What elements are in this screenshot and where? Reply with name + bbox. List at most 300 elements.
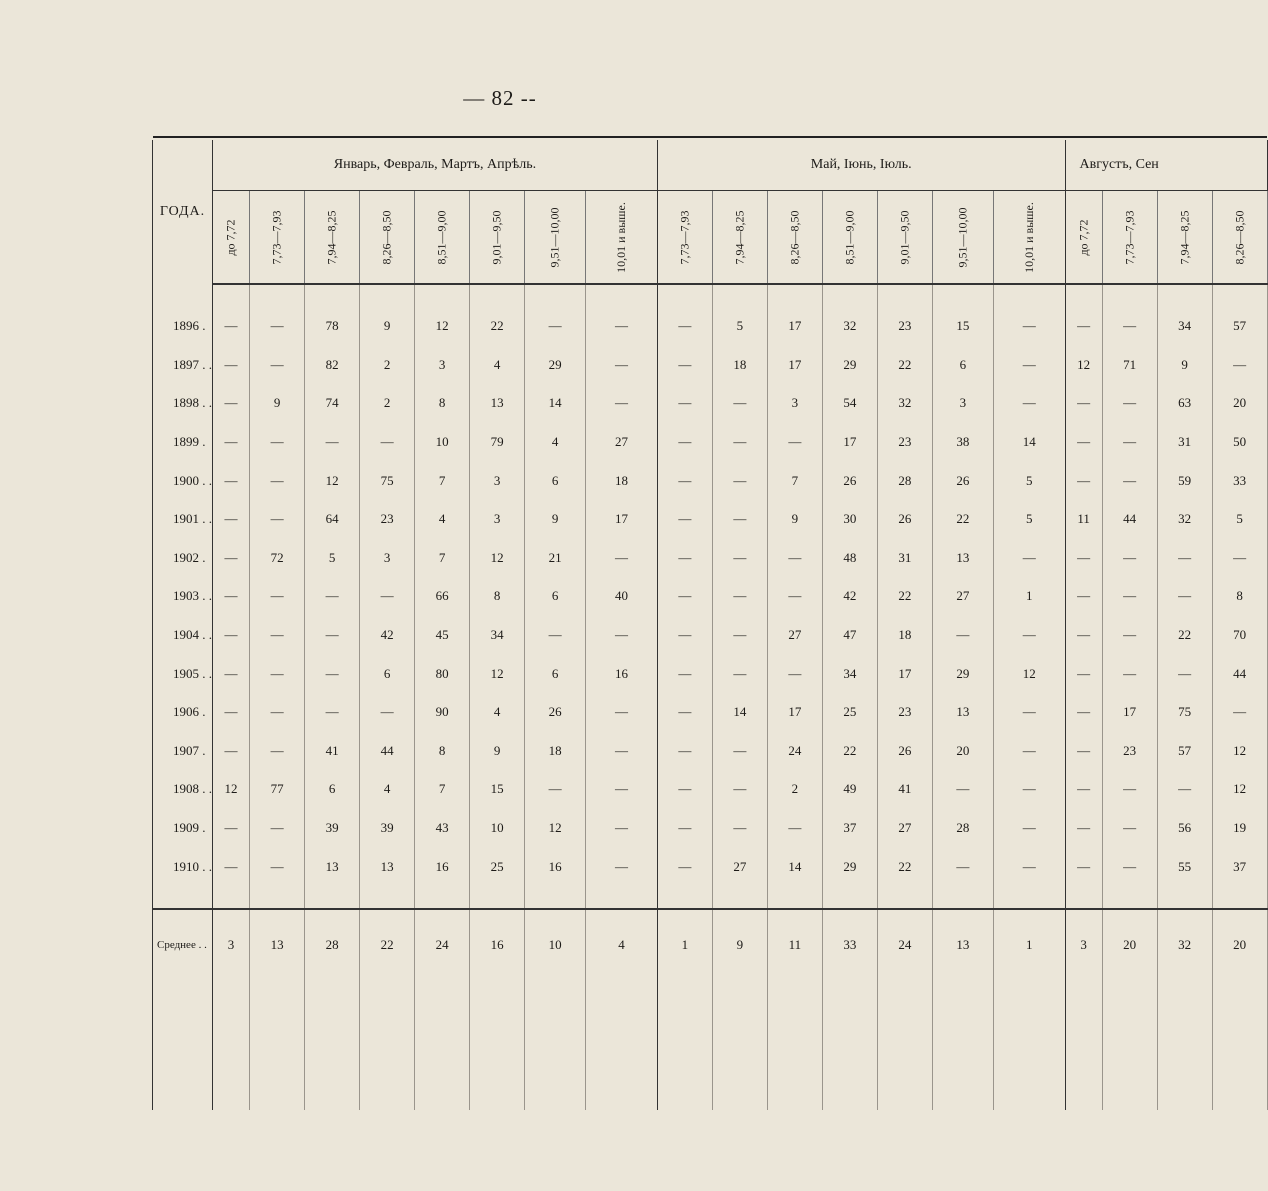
table-cell: — bbox=[993, 539, 1065, 578]
table-cell: — bbox=[1102, 616, 1157, 655]
table-cell: — bbox=[250, 847, 305, 886]
table-cell: 31 bbox=[877, 539, 932, 578]
table-cell: 77 bbox=[250, 770, 305, 809]
table-cell: 26 bbox=[525, 693, 586, 732]
table-cell: 9 bbox=[767, 500, 822, 539]
table-cell: 21 bbox=[525, 539, 586, 578]
table-cell: — bbox=[250, 693, 305, 732]
table-cell: 20 bbox=[1212, 909, 1267, 980]
table-cell: 8 bbox=[415, 732, 470, 771]
table-cell: — bbox=[657, 500, 712, 539]
table-cell: 15 bbox=[932, 307, 993, 346]
year-header: ГОДА. bbox=[153, 140, 213, 284]
table-cell: 6 bbox=[932, 346, 993, 385]
table-cell: 23 bbox=[877, 307, 932, 346]
group-header-may-jul: Май, Іюнь, Іюль. bbox=[657, 140, 1065, 191]
filler-row bbox=[153, 980, 1268, 1110]
table-cell: 6 bbox=[360, 654, 415, 693]
table-cell: — bbox=[213, 847, 250, 886]
row-label: 1896 . bbox=[153, 307, 213, 346]
table-cell: — bbox=[1157, 654, 1212, 693]
table-cell: — bbox=[213, 616, 250, 655]
table-cell: 7 bbox=[415, 770, 470, 809]
table-cell: 57 bbox=[1157, 732, 1212, 771]
table-cell: 18 bbox=[525, 732, 586, 771]
table-cell: — bbox=[1065, 461, 1102, 500]
table-cell: 17 bbox=[822, 423, 877, 462]
table-cell: — bbox=[213, 693, 250, 732]
table-cell: 24 bbox=[767, 732, 822, 771]
table-cell: 23 bbox=[877, 423, 932, 462]
table-cell: 42 bbox=[360, 616, 415, 655]
col-header: 9,01—9,50 bbox=[877, 191, 932, 285]
table-cell: — bbox=[932, 616, 993, 655]
table-cell: 14 bbox=[525, 384, 586, 423]
table-cell: — bbox=[767, 423, 822, 462]
table-cell: 13 bbox=[932, 909, 993, 980]
table-cell: 2 bbox=[767, 770, 822, 809]
table-cell: 56 bbox=[1157, 809, 1212, 848]
table-cell: 44 bbox=[360, 732, 415, 771]
table-cell: — bbox=[657, 847, 712, 886]
table-cell: 18 bbox=[586, 461, 658, 500]
table-cell: 14 bbox=[993, 423, 1065, 462]
table-cell: — bbox=[250, 500, 305, 539]
table-cell: — bbox=[213, 654, 250, 693]
table-cell: 25 bbox=[470, 847, 525, 886]
row-label: 1899 . bbox=[153, 423, 213, 462]
table-cell: 12 bbox=[470, 539, 525, 578]
table-cell: 4 bbox=[470, 346, 525, 385]
table-row bbox=[153, 423, 1268, 462]
table-row bbox=[153, 847, 1268, 886]
table-row bbox=[153, 500, 1268, 539]
table-cell: — bbox=[1102, 539, 1157, 578]
table-cell: 47 bbox=[822, 616, 877, 655]
table-cell: 34 bbox=[1157, 307, 1212, 346]
table-cell: — bbox=[1102, 384, 1157, 423]
col-header: 9,51—10,00 bbox=[932, 191, 993, 285]
table-cell: 41 bbox=[305, 732, 360, 771]
page-number: — 82 -- bbox=[463, 86, 537, 110]
table-cell: — bbox=[1065, 384, 1102, 423]
table-cell: 49 bbox=[822, 770, 877, 809]
table-cell: 37 bbox=[1212, 847, 1267, 886]
table-cell: 32 bbox=[1157, 500, 1212, 539]
table-cell: — bbox=[1212, 346, 1267, 385]
table-cell: — bbox=[1065, 423, 1102, 462]
group-header-jan-apr: Январь, Февраль, Мартъ, Апрѣль. bbox=[213, 140, 658, 191]
table-cell: — bbox=[360, 423, 415, 462]
table-cell: 4 bbox=[415, 500, 470, 539]
table-cell: — bbox=[993, 732, 1065, 771]
table-cell: — bbox=[932, 847, 993, 886]
table-cell: — bbox=[586, 616, 658, 655]
table-cell: 9 bbox=[525, 500, 586, 539]
col-header: 10,01 и выше. bbox=[993, 191, 1065, 285]
table-cell: 22 bbox=[1157, 616, 1212, 655]
table-cell: 12 bbox=[1212, 770, 1267, 809]
table-cell: — bbox=[657, 461, 712, 500]
table-cell: 20 bbox=[1102, 909, 1157, 980]
table-cell: — bbox=[767, 539, 822, 578]
table-cell: 29 bbox=[525, 346, 586, 385]
table-cell: 1 bbox=[993, 909, 1065, 980]
table-cell: 6 bbox=[525, 461, 586, 500]
table-cell: — bbox=[586, 307, 658, 346]
table-cell: — bbox=[250, 461, 305, 500]
table-cell: — bbox=[657, 539, 712, 578]
table-cell: 72 bbox=[250, 539, 305, 578]
table-cell: — bbox=[360, 577, 415, 616]
table-cell: — bbox=[657, 384, 712, 423]
table-cell: 39 bbox=[360, 809, 415, 848]
table-cell: 4 bbox=[586, 909, 658, 980]
table-cell: — bbox=[213, 577, 250, 616]
table-row bbox=[153, 616, 1268, 655]
table-cell: 12 bbox=[1212, 732, 1267, 771]
row-label: 1904 . . bbox=[153, 616, 213, 655]
table-cell: 9 bbox=[712, 909, 767, 980]
table-cell: 3 bbox=[213, 909, 250, 980]
row-label: Среднее . . bbox=[153, 909, 213, 980]
table-cell: 18 bbox=[877, 616, 932, 655]
table-cell: — bbox=[1065, 577, 1102, 616]
row-label: 1902 . bbox=[153, 539, 213, 578]
table-cell: 66 bbox=[415, 577, 470, 616]
col-header: 8,26—8,50 bbox=[1212, 191, 1267, 285]
table-cell: 48 bbox=[822, 539, 877, 578]
table-cell: — bbox=[1102, 461, 1157, 500]
table-cell: — bbox=[250, 577, 305, 616]
table-cell: — bbox=[250, 616, 305, 655]
table-cell: — bbox=[586, 539, 658, 578]
table-row bbox=[153, 654, 1268, 693]
table-cell: 38 bbox=[932, 423, 993, 462]
table-cell: 17 bbox=[767, 693, 822, 732]
table-cell: 3 bbox=[1065, 909, 1102, 980]
table-cell: — bbox=[657, 346, 712, 385]
table-cell: 5 bbox=[993, 500, 1065, 539]
table-cell: 1 bbox=[993, 577, 1065, 616]
table-cell: 9 bbox=[1157, 346, 1212, 385]
table-cell: 13 bbox=[932, 539, 993, 578]
table-cell: 23 bbox=[1102, 732, 1157, 771]
data-table-container bbox=[152, 136, 1247, 1061]
row-label: 1908 . . bbox=[153, 770, 213, 809]
col-header: 7,73—7,93 bbox=[1102, 191, 1157, 285]
table-cell: 4 bbox=[470, 693, 525, 732]
table-cell: 13 bbox=[360, 847, 415, 886]
row-label: 1901 . . bbox=[153, 500, 213, 539]
table-cell: 24 bbox=[877, 909, 932, 980]
spacer-row bbox=[153, 886, 1268, 909]
table-cell: 5 bbox=[305, 539, 360, 578]
table-cell: 33 bbox=[1212, 461, 1267, 500]
table-cell: — bbox=[213, 461, 250, 500]
spacer-row bbox=[153, 284, 1268, 307]
table-cell: 32 bbox=[877, 384, 932, 423]
table-cell: 59 bbox=[1157, 461, 1212, 500]
table-cell: 12 bbox=[1065, 346, 1102, 385]
table-cell: 22 bbox=[877, 577, 932, 616]
table-cell: 2 bbox=[360, 384, 415, 423]
table-cell: — bbox=[1157, 539, 1212, 578]
header-sub-row bbox=[153, 191, 1268, 285]
table-cell: 2 bbox=[360, 346, 415, 385]
table-cell: — bbox=[1102, 654, 1157, 693]
table-cell: — bbox=[1065, 693, 1102, 732]
table-cell: 34 bbox=[822, 654, 877, 693]
table-cell: 42 bbox=[822, 577, 877, 616]
table-cell: — bbox=[1065, 616, 1102, 655]
table-cell: 27 bbox=[932, 577, 993, 616]
table-cell: 12 bbox=[993, 654, 1065, 693]
table-cell: 16 bbox=[525, 847, 586, 886]
table-cell: 3 bbox=[470, 461, 525, 500]
table-cell: — bbox=[586, 384, 658, 423]
table-cell: 26 bbox=[932, 461, 993, 500]
table-cell: 17 bbox=[586, 500, 658, 539]
table-cell: 79 bbox=[470, 423, 525, 462]
table-cell: 8 bbox=[415, 384, 470, 423]
table-cell: — bbox=[657, 616, 712, 655]
table-cell: — bbox=[586, 732, 658, 771]
table-cell: 28 bbox=[932, 809, 993, 848]
table-body bbox=[153, 284, 1268, 1110]
group-header-aug-sep: Августъ, Сен bbox=[1065, 140, 1267, 191]
table-cell: 9 bbox=[250, 384, 305, 423]
table-cell: — bbox=[657, 577, 712, 616]
table-cell: 40 bbox=[586, 577, 658, 616]
table-cell: — bbox=[767, 654, 822, 693]
table-cell: 10 bbox=[525, 909, 586, 980]
table-cell: — bbox=[657, 770, 712, 809]
table-cell: 13 bbox=[470, 384, 525, 423]
table-cell: — bbox=[525, 307, 586, 346]
table-cell: — bbox=[712, 423, 767, 462]
table-cell: — bbox=[525, 770, 586, 809]
table-cell: — bbox=[932, 770, 993, 809]
table-cell: — bbox=[657, 809, 712, 848]
table-cell: — bbox=[712, 539, 767, 578]
table-cell: 17 bbox=[877, 654, 932, 693]
table-cell: — bbox=[993, 346, 1065, 385]
col-header: 8,51—9,00 bbox=[415, 191, 470, 285]
table-cell: 6 bbox=[525, 577, 586, 616]
table-cell: 27 bbox=[712, 847, 767, 886]
table-cell: — bbox=[993, 770, 1065, 809]
table-cell: 44 bbox=[1212, 654, 1267, 693]
table-row bbox=[153, 577, 1268, 616]
table-cell: — bbox=[586, 346, 658, 385]
table-cell: 3 bbox=[415, 346, 470, 385]
table-cell: — bbox=[712, 577, 767, 616]
table-cell: 90 bbox=[415, 693, 470, 732]
table-cell: — bbox=[993, 809, 1065, 848]
table-cell: — bbox=[712, 809, 767, 848]
table-cell: 75 bbox=[1157, 693, 1212, 732]
col-header: до 7,72 bbox=[1065, 191, 1102, 285]
table-cell: 74 bbox=[305, 384, 360, 423]
table-cell: 3 bbox=[360, 539, 415, 578]
table-row bbox=[153, 693, 1268, 732]
table-row bbox=[153, 809, 1268, 848]
table-cell: 17 bbox=[767, 307, 822, 346]
table-cell: 4 bbox=[525, 423, 586, 462]
table-cell: — bbox=[213, 732, 250, 771]
table-cell: — bbox=[213, 809, 250, 848]
row-label: 1909 . bbox=[153, 809, 213, 848]
col-header: 7,73—7,93 bbox=[657, 191, 712, 285]
table-cell: 5 bbox=[993, 461, 1065, 500]
table-cell: 18 bbox=[712, 346, 767, 385]
table-cell: 20 bbox=[1212, 384, 1267, 423]
row-label: 1910 . . bbox=[153, 847, 213, 886]
table-cell: 22 bbox=[470, 307, 525, 346]
table-cell: — bbox=[657, 693, 712, 732]
col-header: 10,01 и выше. bbox=[586, 191, 658, 285]
table-cell: — bbox=[360, 693, 415, 732]
table-cell: — bbox=[767, 577, 822, 616]
table-cell: 5 bbox=[712, 307, 767, 346]
row-label: 1907 . bbox=[153, 732, 213, 771]
table-cell: 75 bbox=[360, 461, 415, 500]
table-cell: — bbox=[993, 847, 1065, 886]
table-cell: 32 bbox=[822, 307, 877, 346]
average-row bbox=[153, 909, 1268, 980]
table-cell: 13 bbox=[250, 909, 305, 980]
table-cell: — bbox=[305, 423, 360, 462]
col-header: 9,01—9,50 bbox=[470, 191, 525, 285]
table-cell: 28 bbox=[305, 909, 360, 980]
table-cell: 30 bbox=[822, 500, 877, 539]
row-label: 1898 . . bbox=[153, 384, 213, 423]
table-cell: — bbox=[1065, 539, 1102, 578]
table-cell: — bbox=[1065, 809, 1102, 848]
table-cell: — bbox=[1065, 307, 1102, 346]
col-header: 7,94—8,25 bbox=[1157, 191, 1212, 285]
table-cell: 7 bbox=[415, 461, 470, 500]
table-cell: — bbox=[1102, 307, 1157, 346]
col-header: 7,94—8,25 bbox=[712, 191, 767, 285]
col-header: 8,26—8,50 bbox=[767, 191, 822, 285]
table-cell: — bbox=[213, 423, 250, 462]
table-cell: 55 bbox=[1157, 847, 1212, 886]
table-cell: 16 bbox=[415, 847, 470, 886]
table-cell: — bbox=[1065, 847, 1102, 886]
table-cell: 22 bbox=[822, 732, 877, 771]
table-cell: 4 bbox=[360, 770, 415, 809]
table-cell: 10 bbox=[470, 809, 525, 848]
col-header: 7,94—8,25 bbox=[305, 191, 360, 285]
table-cell: — bbox=[250, 809, 305, 848]
table-cell: 16 bbox=[586, 654, 658, 693]
table-cell: — bbox=[1212, 539, 1267, 578]
table-cell: — bbox=[1157, 577, 1212, 616]
header-group-row bbox=[153, 140, 1268, 191]
table-row bbox=[153, 346, 1268, 385]
table-cell: — bbox=[213, 500, 250, 539]
table-cell: 39 bbox=[305, 809, 360, 848]
table-cell: 70 bbox=[1212, 616, 1267, 655]
table-cell: 27 bbox=[767, 616, 822, 655]
table-cell: 27 bbox=[877, 809, 932, 848]
table-cell: 43 bbox=[415, 809, 470, 848]
table-cell: — bbox=[525, 616, 586, 655]
table-cell: 13 bbox=[932, 693, 993, 732]
table-cell: 26 bbox=[822, 461, 877, 500]
col-header: 7,73—7,93 bbox=[250, 191, 305, 285]
table-cell: 9 bbox=[360, 307, 415, 346]
table-cell: 20 bbox=[932, 732, 993, 771]
table-cell: — bbox=[712, 770, 767, 809]
table-cell: — bbox=[213, 346, 250, 385]
table-cell: — bbox=[250, 423, 305, 462]
table-cell: 32 bbox=[1157, 909, 1212, 980]
table-cell: 7 bbox=[415, 539, 470, 578]
table-cell: — bbox=[1157, 770, 1212, 809]
table-cell: — bbox=[586, 809, 658, 848]
table-cell: — bbox=[1065, 654, 1102, 693]
row-label: 1905 . . bbox=[153, 654, 213, 693]
table-cell: — bbox=[712, 732, 767, 771]
table-cell: — bbox=[712, 384, 767, 423]
table-cell: 29 bbox=[822, 346, 877, 385]
table-cell: 41 bbox=[877, 770, 932, 809]
table-cell: — bbox=[250, 654, 305, 693]
data-table bbox=[152, 136, 1268, 1110]
table-cell: 11 bbox=[767, 909, 822, 980]
table-cell: 78 bbox=[305, 307, 360, 346]
table-cell: 3 bbox=[767, 384, 822, 423]
table-cell: 6 bbox=[525, 654, 586, 693]
table-cell: — bbox=[657, 654, 712, 693]
table-cell: 12 bbox=[415, 307, 470, 346]
table-cell: — bbox=[993, 307, 1065, 346]
table-cell: — bbox=[305, 654, 360, 693]
table-row bbox=[153, 732, 1268, 771]
table-cell: 23 bbox=[877, 693, 932, 732]
table-cell: 71 bbox=[1102, 346, 1157, 385]
table-cell: — bbox=[712, 500, 767, 539]
table-cell: 10 bbox=[415, 423, 470, 462]
table-cell: — bbox=[586, 693, 658, 732]
table-cell: — bbox=[993, 616, 1065, 655]
table-cell: — bbox=[1102, 809, 1157, 848]
table-cell: 5 bbox=[1212, 500, 1267, 539]
table-cell: — bbox=[1102, 847, 1157, 886]
table-cell: 28 bbox=[877, 461, 932, 500]
table-cell: 57 bbox=[1212, 307, 1267, 346]
row-label: 1906 . bbox=[153, 693, 213, 732]
table-row bbox=[153, 307, 1268, 346]
table-cell: — bbox=[305, 577, 360, 616]
table-cell: — bbox=[712, 461, 767, 500]
table-cell: — bbox=[1065, 732, 1102, 771]
table-cell: — bbox=[305, 616, 360, 655]
table-cell: 22 bbox=[360, 909, 415, 980]
table-cell: — bbox=[657, 307, 712, 346]
table-cell: 29 bbox=[822, 847, 877, 886]
table-cell: — bbox=[250, 346, 305, 385]
table-cell: — bbox=[250, 732, 305, 771]
table-cell: — bbox=[305, 693, 360, 732]
table-cell: 64 bbox=[305, 500, 360, 539]
table-cell: — bbox=[213, 307, 250, 346]
table-cell: — bbox=[1065, 770, 1102, 809]
table-cell: 3 bbox=[470, 500, 525, 539]
